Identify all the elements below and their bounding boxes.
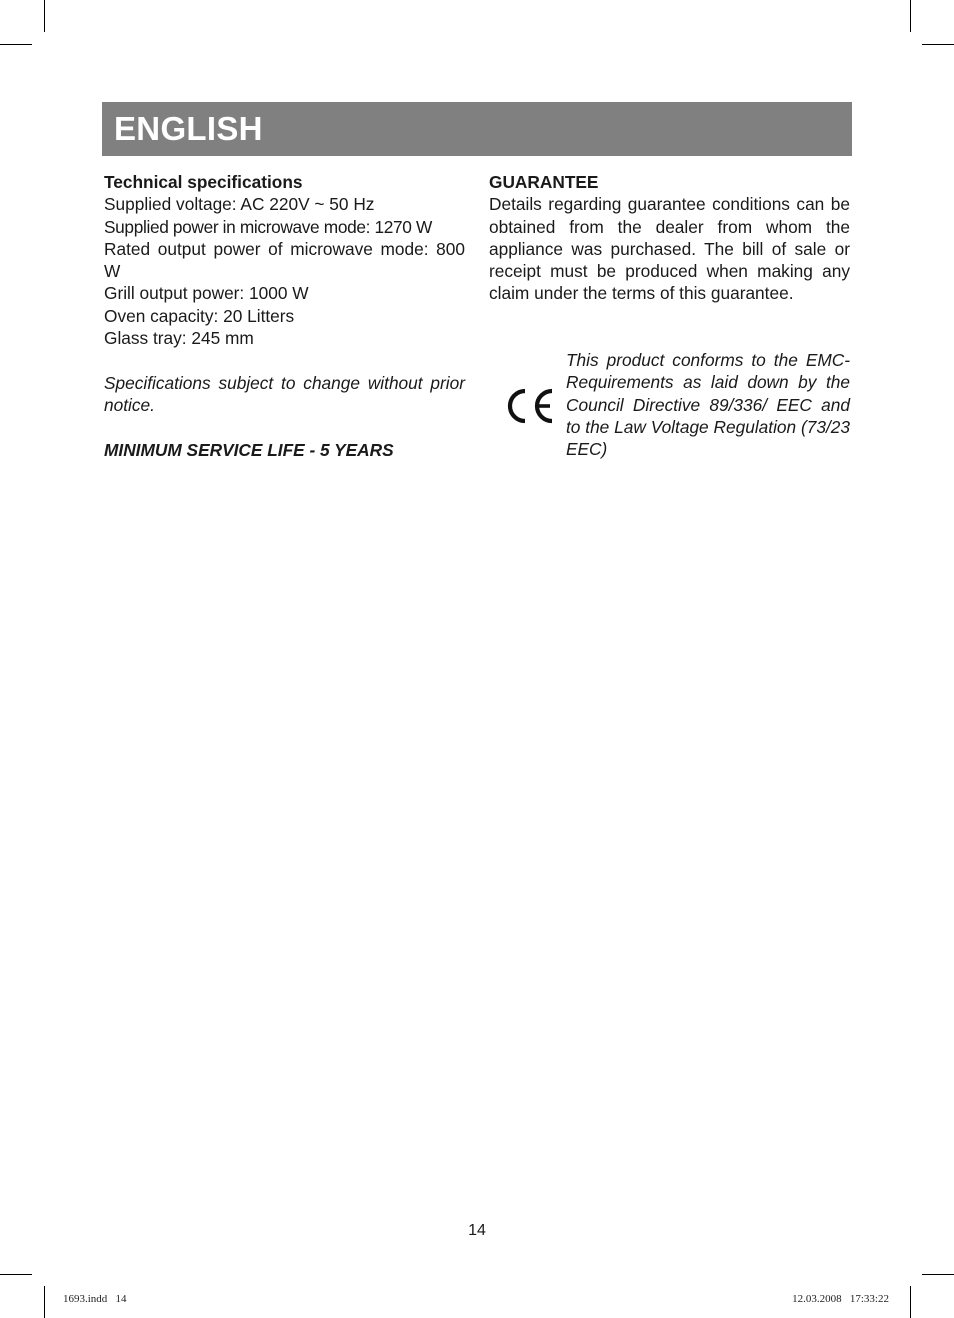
crop-mark-top-left-v (44, 0, 45, 32)
spec-line: Glass tray: 245 mm (104, 328, 254, 349)
conformity-text: This product conforms to the EMC-Requirements as laid down by the Council Directive 89/336/ EEC and to the Law Voltage Regulation (73/23 EEC) (566, 350, 850, 460)
crop-mark-bottom-right-h (922, 1274, 954, 1275)
banner-title: ENGLISH (114, 110, 263, 147)
crop-mark-bottom-left-h (0, 1274, 32, 1275)
spec-line: Supplied power in microwave mode: 1270 W (104, 216, 432, 237)
specifications-heading: Technical specifications (104, 172, 303, 192)
crop-mark-top-left-h (0, 44, 32, 45)
language-banner (102, 102, 852, 156)
specifications-column (104, 171, 465, 461)
conformity-block (489, 349, 850, 461)
page-number: 14 (468, 1222, 486, 1239)
ce-mark-icon (503, 387, 555, 425)
guarantee-column (489, 171, 850, 305)
file-slug: 1693.indd 14 (63, 1293, 127, 1305)
date-slug: 12.03.2008 17:33:22 (792, 1293, 889, 1305)
spec-line: Rated output power of microwave mode: 800 W (104, 238, 465, 282)
specifications-notice: Specifications subject to change without prior notice. (104, 372, 465, 415)
guarantee-text: Details regarding guarantee conditions can be obtained from the dealer from whom the appliance was purchased. The bill of sale or receipt must be produced when making any claim under the terms of this guarantee. (489, 194, 850, 304)
crop-mark-bottom-left-v (44, 1286, 45, 1318)
guarantee-heading: GUARANTEE (489, 172, 599, 192)
crop-mark-bottom-right-v (910, 1286, 911, 1318)
service-life-note: MINIMUM SERVICE LIFE - 5 YEARS (104, 439, 394, 460)
crop-mark-top-right-v (910, 0, 911, 32)
spec-line: Supplied voltage: AC 220V ~ 50 Hz (104, 194, 375, 215)
spec-line: Grill output power: 1000 W (104, 283, 309, 304)
crop-mark-top-right-h (922, 44, 954, 45)
spec-line: Oven capacity: 20 Litters (104, 305, 295, 326)
